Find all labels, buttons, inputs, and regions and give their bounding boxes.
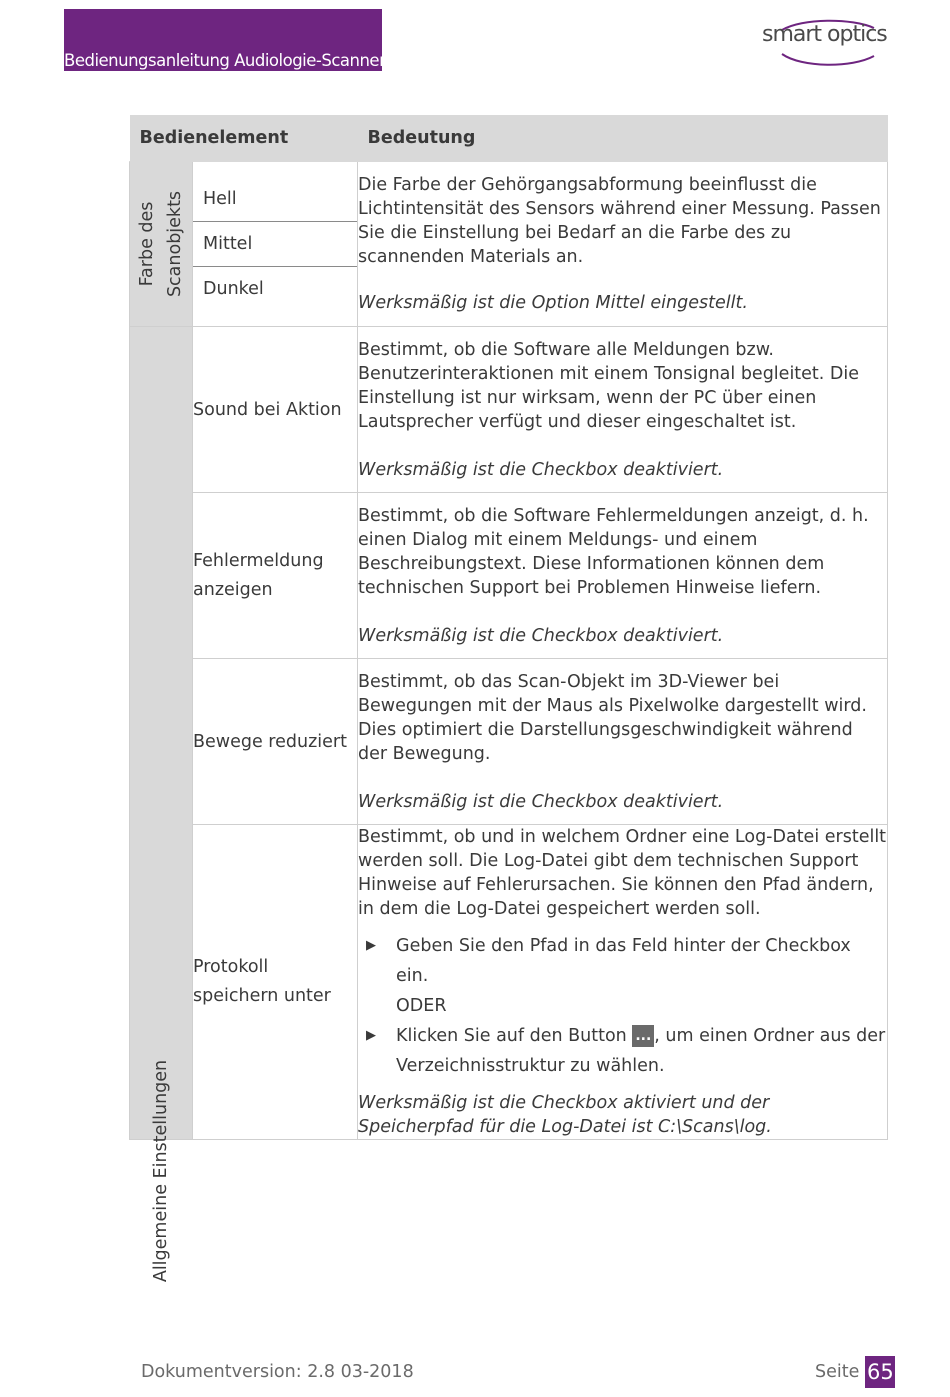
item-sound: Sound bei Aktion	[193, 327, 358, 493]
default-note: Werksmäßig ist die Checkbox deaktiviert.	[358, 459, 724, 480]
browse-button-image: ...	[632, 1025, 654, 1047]
table-row	[130, 825, 888, 1140]
step-text: Geben Sie den Pfad in das Feld hinter der Checkbox ein.	[396, 936, 851, 986]
list-item	[358, 1021, 887, 1081]
arrow-right-icon: ▶	[366, 938, 377, 953]
default-note: Werksmäßig ist die Checkbox deaktiviert.	[358, 625, 724, 646]
document-version: Dokumentversion: 2.8 03-2018	[141, 1362, 414, 1382]
description-cell	[358, 327, 888, 493]
list-item	[358, 931, 887, 1021]
item-cell-color	[193, 162, 358, 327]
default-note: Werksmäßig ist die Checkbox deaktiviert.	[358, 791, 724, 812]
logo-text: smart optics	[762, 22, 887, 47]
page-number: 65	[865, 1356, 895, 1388]
description-text: Die Farbe der Gehörgangsabformung beeinflusst die Lichtintensität des Sensors während einer Messung. Passen Sie die Einstellung bei Bedarf an die Farbe des zu scannenden Materials an.	[358, 175, 881, 267]
option-dunkel: Dunkel	[203, 279, 264, 299]
option-hell: Hell	[193, 177, 357, 222]
page-label: Seite	[815, 1362, 860, 1382]
table-row	[130, 659, 888, 825]
description-text: Bestimmt, ob die Software alle Meldungen bzw. Benutzerinteraktionen mit einem Tonsignal begleitet. Die Einstellung ist nur wirksam, wenn der PC über einen Lautsprecher verfügt und dieser eingeschaltet ist.	[358, 339, 860, 432]
column-header-meaning: Bedeutung	[358, 115, 888, 162]
group-label-line: Scanobjekts	[165, 190, 185, 298]
description-cell	[358, 493, 888, 659]
table-row	[130, 162, 888, 327]
description-text: Bestimmt, ob und in welchem Ordner eine Log-Datei erstellt werden soll. Die Log-Datei gibt dem technischen Support Hinweise auf Fehlerursachen. Sie können den Pfad ändern, in dem die Log-Datei gespeichert werden soll.	[358, 827, 887, 919]
smart-optics-logo	[762, 16, 886, 72]
group-cell-general	[130, 327, 193, 1283]
default-note: Werksmäßig ist die Checkbox aktiviert und der Speicherpfad für die Log-Datei ist C:\Scans\log.	[358, 1093, 772, 1137]
item-errors: Fehlermeldung anzeigen	[193, 493, 358, 659]
document-title: Bedienungsanleitung Audiologie-Scanner	[64, 51, 386, 70]
default-note: Werksmäßig ist die Option Mittel eingestellt.	[358, 293, 748, 313]
step-text: , um einen Ordner aus der Verzeichnisstruktur zu wählen.	[396, 1026, 886, 1076]
column-header-element: Bedienelement	[130, 115, 358, 162]
description-text: Bestimmt, ob die Software Fehlermeldungen anzeigt, d. h. einen Dialog mit einem Meldungs- und einem Beschreibungstext. Diese Informationen können dem technischen Support bei Problemen Hinweise liefern.	[358, 505, 869, 598]
step-text: Klicken Sie auf den Button	[396, 1026, 633, 1046]
group-label-line: Farbe des	[137, 201, 157, 287]
group-label-scanobject	[133, 191, 189, 297]
option-mittel: Mittel	[193, 222, 357, 267]
description-cell	[358, 825, 888, 1140]
group-label-general: Allgemeine Einstellungen	[151, 1059, 171, 1283]
table-row	[130, 327, 888, 493]
table-row	[130, 493, 888, 659]
page-indicator	[815, 1356, 895, 1388]
group-cell-scanobject	[130, 162, 193, 327]
description-text: Bestimmt, ob das Scan-Objekt im 3D-Viewer bei Bewegungen mit der Maus als Pixelwolke dargestellt wird. Dies optimiert die Darstellungsgeschwindigkeit während der Bewegung.	[358, 671, 867, 764]
description-cell	[358, 659, 888, 825]
item-protocol: Protokoll speichern unter	[193, 825, 358, 1140]
settings-table	[129, 115, 888, 1283]
arrow-right-icon: ▶	[366, 1028, 377, 1043]
or-text: ODER	[396, 996, 447, 1016]
description-cell	[358, 162, 888, 327]
item-move-reduced: Bewege reduziert	[193, 659, 358, 825]
step-list	[358, 931, 887, 1081]
header-bar	[64, 9, 386, 71]
